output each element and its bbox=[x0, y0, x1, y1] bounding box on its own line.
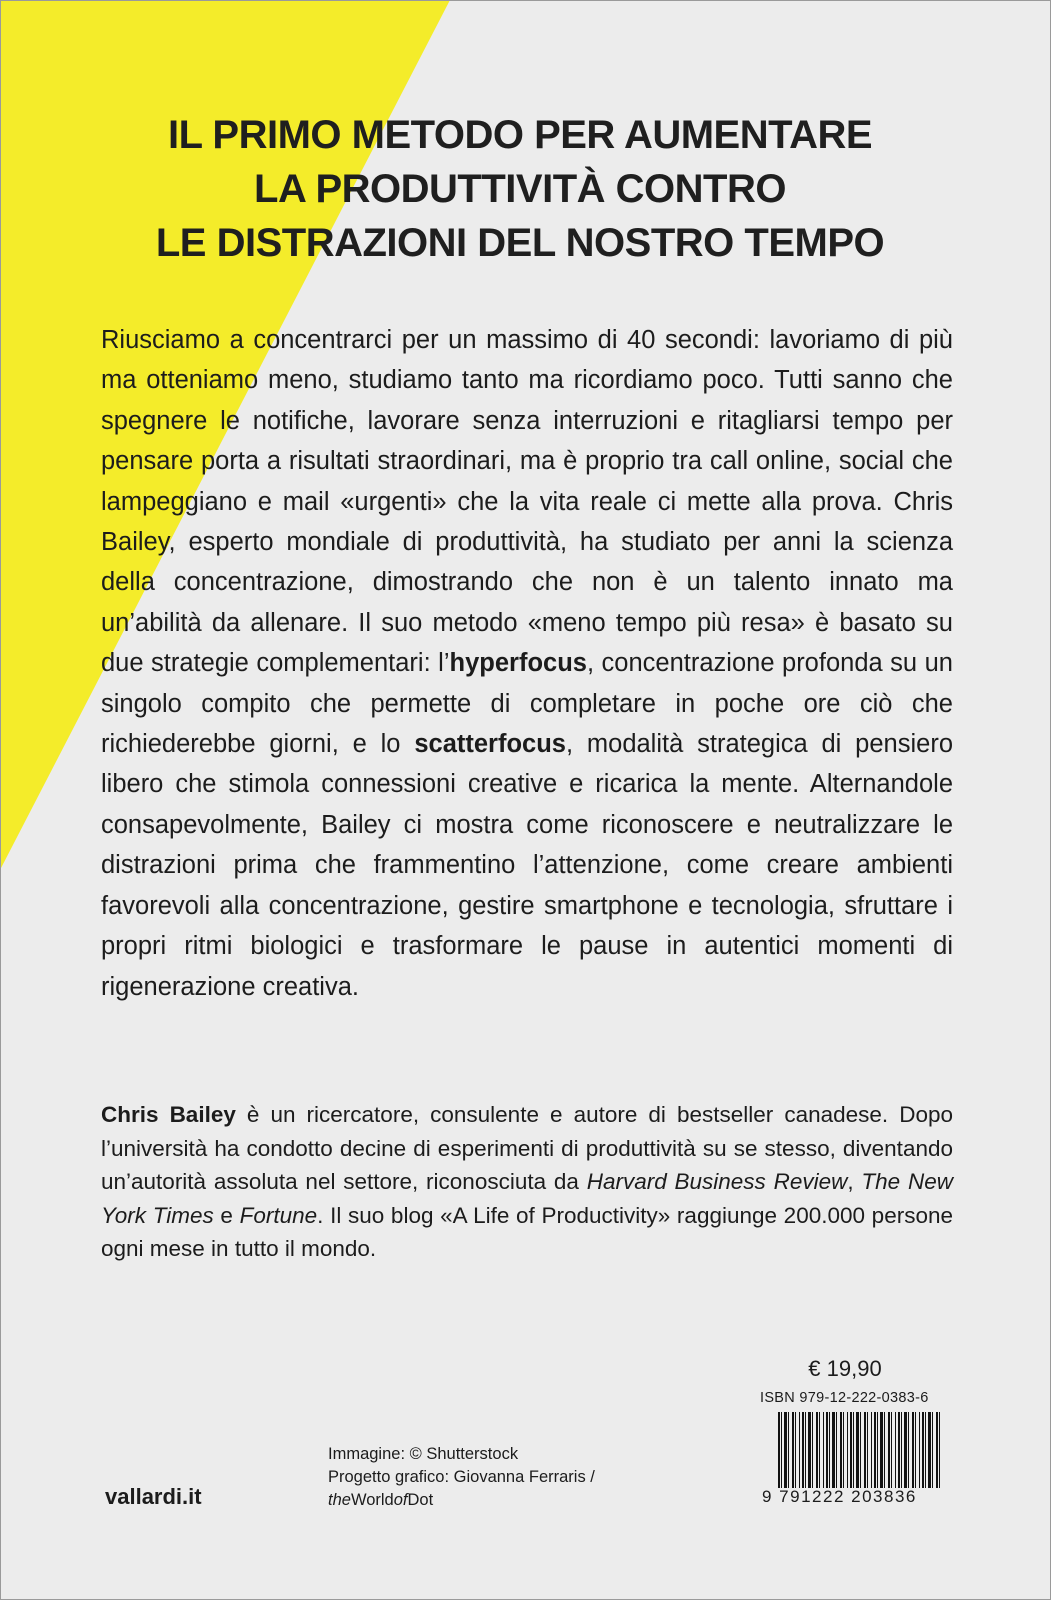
image-credit: Immagine: © Shutterstock bbox=[328, 1445, 519, 1463]
headline-line-2: LA PRODUTTIVITÀ CONTRO bbox=[254, 167, 786, 211]
studio-mid: World bbox=[350, 1491, 394, 1509]
price: € 19,90 bbox=[808, 1356, 882, 1381]
design-credit: Progetto grafico: Giovanna Ferraris / bbox=[328, 1468, 595, 1486]
design-studio bbox=[328, 1489, 648, 1512]
studio-prefix: the bbox=[328, 1491, 351, 1509]
publisher-logo: vallardi.it bbox=[105, 1484, 202, 1509]
bio-separator: e bbox=[213, 1202, 240, 1228]
isbn: ISBN 979-12-222-0383-6 bbox=[760, 1390, 929, 1406]
bio-separator: , bbox=[847, 1169, 862, 1194]
author-name: Chris Bailey bbox=[101, 1102, 236, 1127]
term-hyperfocus: hyperfocus bbox=[449, 649, 587, 678]
headline bbox=[100, 108, 940, 270]
bio-text-1: è un ricercatore, consulente e autore di bestseller canadese. Dopo l’università ha condotto decine di esperimenti di produttività su se stesso, diventando un’autorità assoluta nel settore, riconosciuta da bbox=[101, 1102, 953, 1194]
blurb-text-1: Riusciamo a concentrarci per un massimo di 40 secondi: lavoriamo di più ma otteniamo meno, studiamo tanto ma ricordiamo poco. Tutti sanno che spegnere le notifiche, lavorare senza interruzioni e ritagliarsi tempo per pensare porta a risultati straordinari, ma è proprio tra call online, social che lampeggiano e mail «urgenti» che la vita reale ci mette alla prova. Chris Bailey, esperto mondiale di produttività, ha studiato per anni la scienza della concentrazione, dimostrando che non è un talento innato ma un’abilità da allenare. Il suo metodo «meno tempo più resa» è basato su due strategie complementari: l’ bbox=[101, 326, 953, 678]
author-bio bbox=[101, 1098, 953, 1266]
blurb-text-3: , modalità strategica di pensiero libero che stimola connessioni creative e ricarica la mente. Alternandole consapevolmente, Bailey ci mostra come riconoscere e neutralizzare le distrazioni prima che frammentino l’attenzione, come creare ambienti favorevoli alla concentrazione, gestire smartphone e tecnologia, sfruttare i propri ritmi biologici e trasformare le pause in autentici momenti di rigenerazione creativa. bbox=[101, 730, 953, 1001]
publication-fortune: Fortune bbox=[239, 1202, 318, 1228]
barcode-digits: 9 791222 203836 bbox=[762, 1487, 917, 1506]
term-scatterfocus: scatterfocus bbox=[414, 730, 566, 759]
studio-of: of bbox=[393, 1491, 408, 1509]
headline-line-3: LE DISTRAZIONI DEL NOSTRO TEMPO bbox=[155, 221, 885, 265]
blurb-text-2: , concentrazione profonda su un singolo compito che permette di completare in poche ore ciò che richiederebbe giorni, e lo bbox=[101, 649, 953, 759]
headline-line-1: IL PRIMO METODO PER AUMENTARE bbox=[167, 113, 873, 157]
studio-suffix: Dot bbox=[407, 1491, 434, 1509]
credits bbox=[328, 1443, 648, 1512]
book-description bbox=[101, 320, 953, 1007]
barcode-icon bbox=[778, 1412, 942, 1488]
publication-nyt: The New York Times bbox=[101, 1169, 953, 1228]
publication-hbr: Harvard Business Review bbox=[586, 1169, 848, 1194]
bio-text-2: . Il suo blog «A Life of Productivity» raggiunge 200.000 persone ogni mese in tutto il mondo. bbox=[101, 1202, 953, 1261]
